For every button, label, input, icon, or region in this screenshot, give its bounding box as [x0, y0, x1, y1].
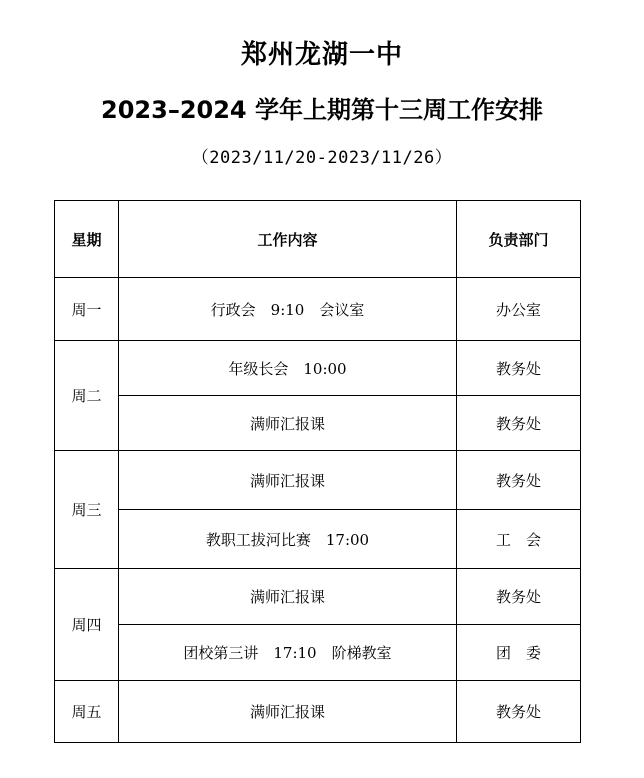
dept-cell: 团 委 [457, 625, 581, 681]
table-row [55, 278, 581, 341]
day-cell: 周三 [55, 451, 119, 569]
content-cell: 年级长会 10:00 [119, 341, 457, 396]
day-cell: 周四 [55, 569, 119, 681]
table-row [55, 681, 581, 743]
table-row [55, 341, 581, 396]
column-header-dept: 负责部门 [457, 201, 581, 278]
document-title: 2023–2024 学年上期第十三周工作安排 [101, 96, 543, 124]
dept-cell: 教务处 [457, 681, 581, 743]
column-header-content: 工作内容 [119, 201, 457, 278]
content-cell: 满师汇报课 [119, 681, 457, 743]
table-row [55, 451, 581, 510]
dept-cell: 教务处 [457, 569, 581, 625]
table-row [55, 510, 581, 569]
table-row [55, 569, 581, 625]
content-cell: 满师汇报课 [119, 451, 457, 510]
dept-cell: 教务处 [457, 451, 581, 510]
dept-cell: 工 会 [457, 510, 581, 569]
dept-cell: 教务处 [457, 341, 581, 396]
table-row [55, 396, 581, 451]
content-cell: 满师汇报课 [119, 569, 457, 625]
dept-cell: 教务处 [457, 396, 581, 451]
day-cell: 周五 [55, 681, 119, 743]
column-header-day: 星期 [55, 201, 119, 278]
dept-cell: 办公室 [457, 278, 581, 341]
date-range: （2023/11/20-2023/11/26） [191, 148, 453, 168]
schedule-table [54, 200, 581, 743]
content-cell: 满师汇报课 [119, 396, 457, 451]
table-header-row [55, 201, 581, 278]
school-name: 郑州龙湖一中 [240, 40, 403, 70]
table-row [55, 625, 581, 681]
content-cell: 团校第三讲 17:10 阶梯教室 [119, 625, 457, 681]
day-cell: 周二 [55, 341, 119, 451]
content-cell: 行政会 9:10 会议室 [119, 278, 457, 341]
day-cell: 周一 [55, 278, 119, 341]
content-cell: 教职工拔河比赛 17:00 [119, 510, 457, 569]
